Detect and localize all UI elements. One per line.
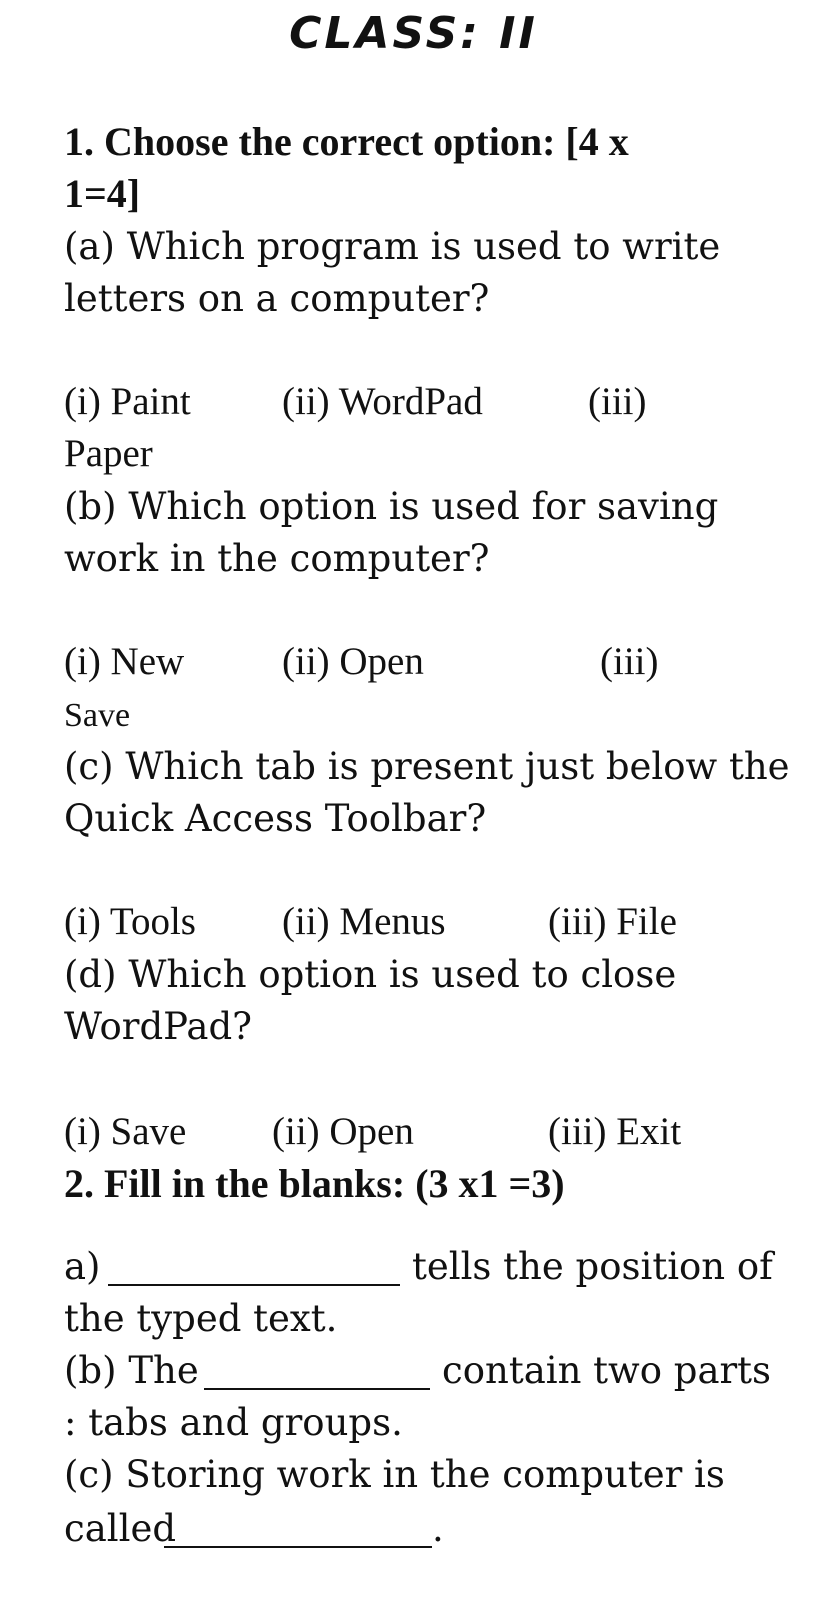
question-1-heading-line1: 1. Choose the correct option: [4 x [64,119,629,164]
question-1a-option-iii: (iii) [588,380,647,423]
question-2a-suffix: tells the position of [412,1245,773,1288]
question-2a-text-line2: the typed text. [64,1297,338,1340]
question-1a-option-i: (i) Paint [64,380,191,423]
question-1b-option-iii-text: Save [64,697,131,734]
question-1c-option-iii: (iii) File [548,900,677,943]
page-title: CLASS: II [289,8,538,59]
question-1c-option-ii: (ii) Menus [282,900,446,943]
question-1a-text-line2: letters on a computer? [64,277,490,320]
question-2b-suffix: contain two parts [442,1349,772,1392]
question-1d-option-i: (i) Save [64,1110,187,1153]
question-1d-option-iii: (iii) Exit [548,1110,682,1153]
question-2c-blank [164,1546,432,1548]
question-1b-option-i: (i) New [64,640,185,683]
question-1b-option-iii: (iii) [600,640,659,683]
question-1b-option-ii: (ii) Open [282,640,424,683]
question-1d-text-line1: (d) Which option is used to close [64,953,677,996]
question-2c-prefix: called [64,1507,177,1550]
question-2c-suffix: . [432,1507,444,1550]
question-1a-text-line1: (a) Which program is used to write [64,225,721,268]
question-2c-text-line1: (c) Storing work in the computer is [64,1453,725,1496]
question-1a-option-ii: (ii) WordPad [282,380,483,423]
question-1d-text-line2: WordPad? [64,1005,252,1048]
question-1d-option-ii: (ii) Open [272,1110,414,1153]
question-1b-text-line2: work in the computer? [64,537,490,580]
question-1-heading-line2: 1=4] [64,171,141,216]
question-2b-prefix: (b) The [64,1349,199,1392]
question-2b-blank [204,1388,430,1390]
question-1b-text-line1: (b) Which option is used for saving [64,485,719,528]
question-2a-blank [108,1284,400,1286]
question-1c-text-line1: (c) Which tab is present just below the [64,745,790,788]
question-2a-prefix: a) [64,1245,101,1288]
question-2b-text-line2: : tabs and groups. [64,1401,403,1444]
question-1a-option-iii-text: Paper [64,432,153,475]
question-2-heading: 2. Fill in the blanks: (3 x1 =3) [64,1161,565,1206]
question-1c-option-i: (i) Tools [64,900,196,943]
question-1c-text-line2: Quick Access Toolbar? [64,797,487,840]
